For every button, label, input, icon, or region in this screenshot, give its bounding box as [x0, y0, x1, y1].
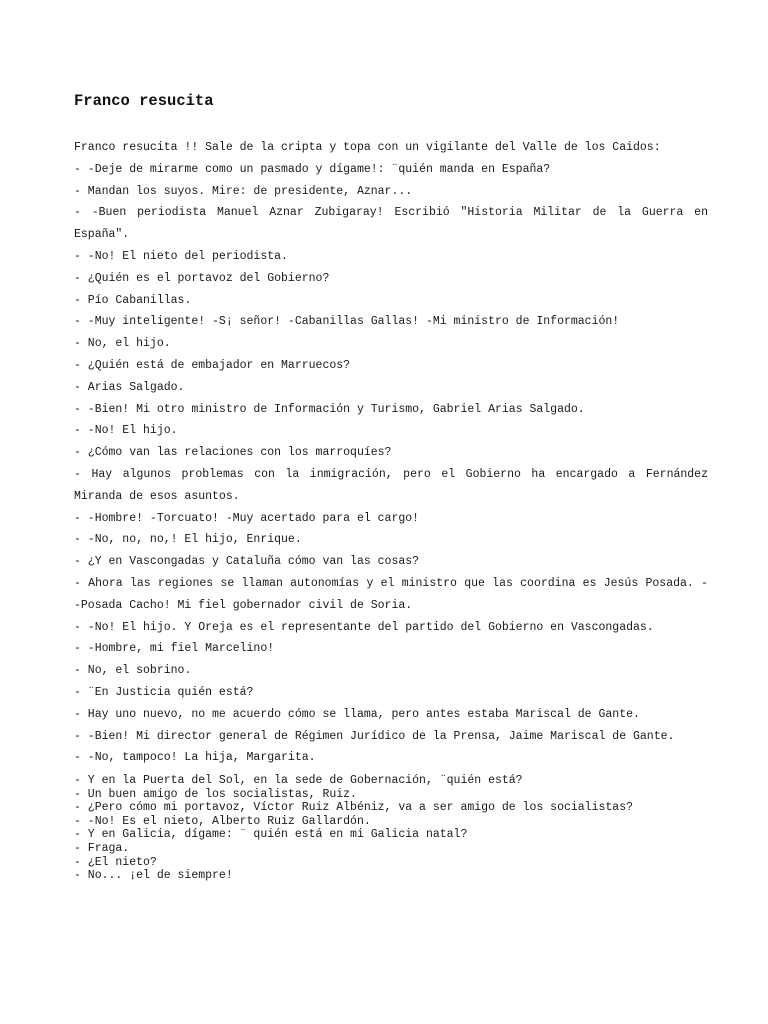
dialogue-block [74, 137, 708, 769]
paragraph: - -No, no, no,! El hijo, Enrique. [74, 533, 302, 547]
paragraph: - -No! El nieto del periodista. [74, 249, 288, 263]
paragraph: - Mandan los suyos. Mire: de presidente, Aznar... [74, 184, 413, 198]
document-page [74, 90, 708, 883]
paragraph: - -No! El hijo. [74, 424, 178, 438]
compact-dialogue-block [74, 774, 708, 883]
paragraph: - -Bien! Mi otro ministro de Información y Turismo, Gabriel Arias Salgado. [74, 402, 585, 416]
paragraph: - Ahora las regiones se llaman autonomías y el ministro que las coordina es Jesús Posada. - -Posada Cacho! Mi fiel gobernador civil de Soria. [74, 576, 708, 612]
compact-line: - -No! Es el nieto, Alberto Ruiz Gallardón. [74, 814, 371, 828]
compact-line: - Fraga. [74, 842, 130, 856]
paragraph: - Arias Salgado. [74, 380, 185, 394]
compact-line: - Un buen amigo de los socialistas, Ruiz. [74, 787, 357, 801]
compact-line: - ¿El nieto? [74, 855, 157, 869]
paragraph: - -Hombre, mi fiel Marcelino! [74, 642, 275, 656]
paragraph: - -No, tampoco! La hija, Margarita. [74, 751, 316, 765]
paragraph: - -No! El hijo. Y Oreja es el representante del partido del Gobierno en Vascongadas. [74, 620, 654, 634]
paragraph: - ¿Quién es el portavoz del Gobierno? [74, 271, 330, 285]
paragraph: - ¿Quién está de embajador en Marruecos? [74, 358, 351, 372]
paragraph: - Hay uno nuevo, no me acuerdo cómo se llama, pero antes estaba Mariscal de Gante. [74, 707, 640, 721]
paragraph: - -Buen periodista Manuel Aznar Zubigaray! Escribió "Historia Militar de la Guerra en España". [74, 206, 708, 242]
paragraph: - -Deje de mirarme como un pasmado y dígame!: ¨quién manda en España? [74, 162, 551, 176]
compact-line: - Y en la Puerta del Sol, en la sede de Gobernación, ¨quién está? [74, 774, 523, 788]
paragraph: - Hay algunos problemas con la inmigración, pero el Gobierno ha encargado a Fernández Miranda de esos asuntos. [74, 467, 708, 503]
compact-line: - Y en Galicia, dígame: ¨ quién está en mi Galicia natal? [74, 828, 468, 842]
compact-line: - ¿Pero cómo mi portavoz, Víctor Ruiz Albéniz, va a ser amigo de los socialistas? [74, 801, 633, 815]
document-title: Franco resucita [74, 92, 214, 110]
paragraph: - ¨En Justicia quién está? [74, 685, 254, 699]
paragraph: - No, el sobrino. [74, 664, 192, 678]
paragraph: - ¿Cómo van las relaciones con los marroquíes? [74, 446, 392, 460]
paragraph: - ¿Y en Vascongadas y Cataluña cómo van las cosas? [74, 555, 420, 569]
paragraph: - Pío Cabanillas. [74, 293, 192, 307]
paragraph: - -Hombre! -Torcuato! -Muy acertado para el cargo! [74, 511, 420, 525]
paragraph: - -Bien! Mi director general de Régimen Jurídico de la Prensa, Jaime Mariscal de Gante. [74, 729, 675, 743]
paragraph: - No, el hijo. [74, 337, 171, 351]
compact-line: - No... ¡el de siempre! [74, 869, 233, 883]
paragraph: - -Muy inteligente! -S¡ señor! -Cabanillas Gallas! -Mi ministro de Información! [74, 315, 620, 329]
paragraph: Franco resucita !! Sale de la cripta y topa con un vigilante del Valle de los Caidos: [74, 141, 661, 154]
